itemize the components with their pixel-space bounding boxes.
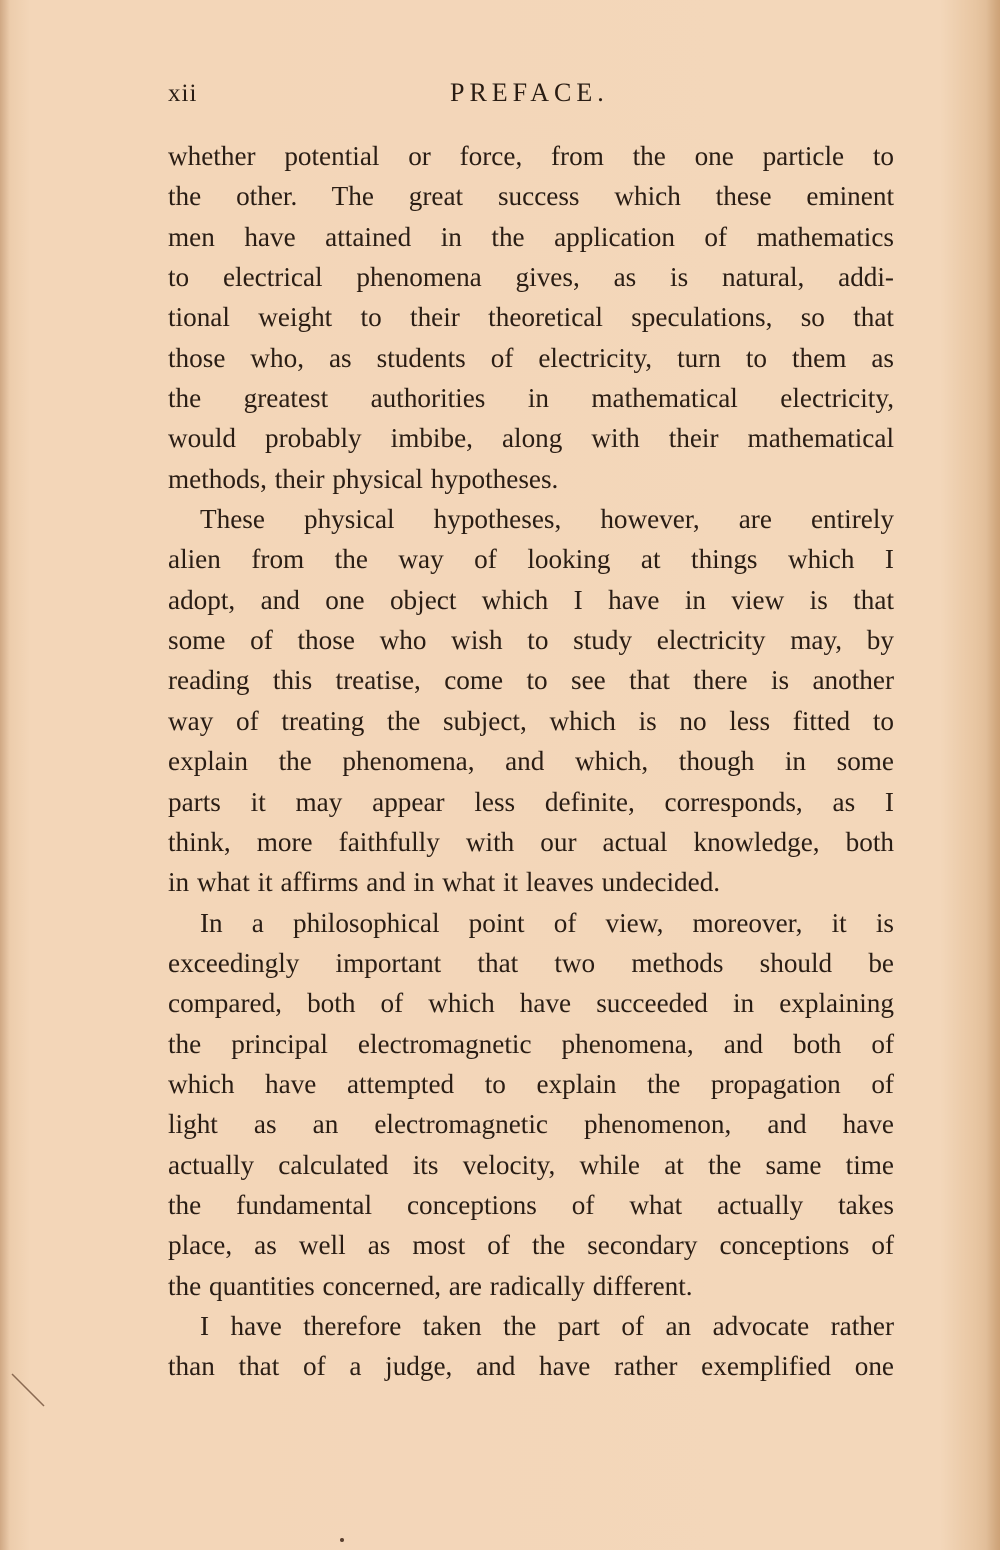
text-line: actually calculated its velocity, while at the same time (168, 1149, 894, 1180)
text-line: some of those who wish to study electricity may, by (168, 625, 894, 656)
text-line: way of treating the subject, which is no less fitted to (168, 705, 894, 736)
text-line: the other. The great success which these eminent (168, 181, 894, 212)
text-line: than that of a judge, and have rather exemplified one (168, 1351, 894, 1382)
text-line: These physical hypotheses, however, are entirely (200, 504, 894, 535)
text-line: the greatest authorities in mathematical electricity, (168, 383, 894, 414)
page-corner-mark (10, 1372, 50, 1412)
text-line: explain the phenomena, and which, though in some (168, 746, 894, 777)
text-line: tional weight to their theoretical speculations, so that (168, 302, 894, 333)
text-line: which have attempted to explain the propagation of (168, 1068, 894, 1099)
text-line: would probably imbibe, along with their mathematical (168, 423, 894, 454)
text-line: to electrical phenomena gives, as is natural, addi- (168, 262, 894, 293)
text-line: light as an electromagnetic phenomenon, and have (168, 1109, 894, 1140)
text-line: in what it affirms and in what it leaves undecided. (168, 867, 721, 898)
text-line: exceedingly important that two methods should be (168, 947, 894, 978)
text-line: In a philosophical point of view, moreover, it is (200, 907, 894, 938)
page-number: xii (168, 80, 198, 107)
text-line: whether potential or force, from the one particle to (168, 141, 894, 171)
text-line: the quantities concerned, are radically different. (168, 1270, 693, 1301)
text-line: parts it may appear less definite, corresponds, as I (168, 786, 894, 817)
running-head: PREFACE. (450, 78, 609, 107)
page-header (168, 74, 894, 114)
text-line: alien from the way of looking at things which I (168, 544, 894, 575)
text-line: the fundamental conceptions of what actually takes (168, 1189, 894, 1220)
text-line: adopt, and one object which I have in view is that (168, 584, 894, 615)
text-line: compared, both of which have succeeded in explaining (168, 988, 894, 1019)
text-line: the principal electromagnetic phenomena, and both of (168, 1028, 894, 1059)
text-line: I have therefore taken the part of an advocate rather (200, 1310, 894, 1341)
text-line: methods, their physical hypotheses. (168, 463, 559, 494)
text-line: reading this treatise, come to see that there is another (168, 665, 894, 696)
text-line: men have attained in the application of mathematics (168, 221, 894, 252)
printer-speck (340, 1538, 344, 1542)
page-left-edge-shadow (0, 0, 10, 1550)
text-line: those who, as students of electricity, turn to them as (168, 342, 894, 373)
text-line: place, as well as most of the secondary conceptions of (168, 1230, 894, 1261)
text-line: think, more faithfully with our actual knowledge, both (168, 826, 894, 857)
body-text (168, 136, 894, 1387)
page-right-edge-shadow (986, 0, 1000, 1550)
